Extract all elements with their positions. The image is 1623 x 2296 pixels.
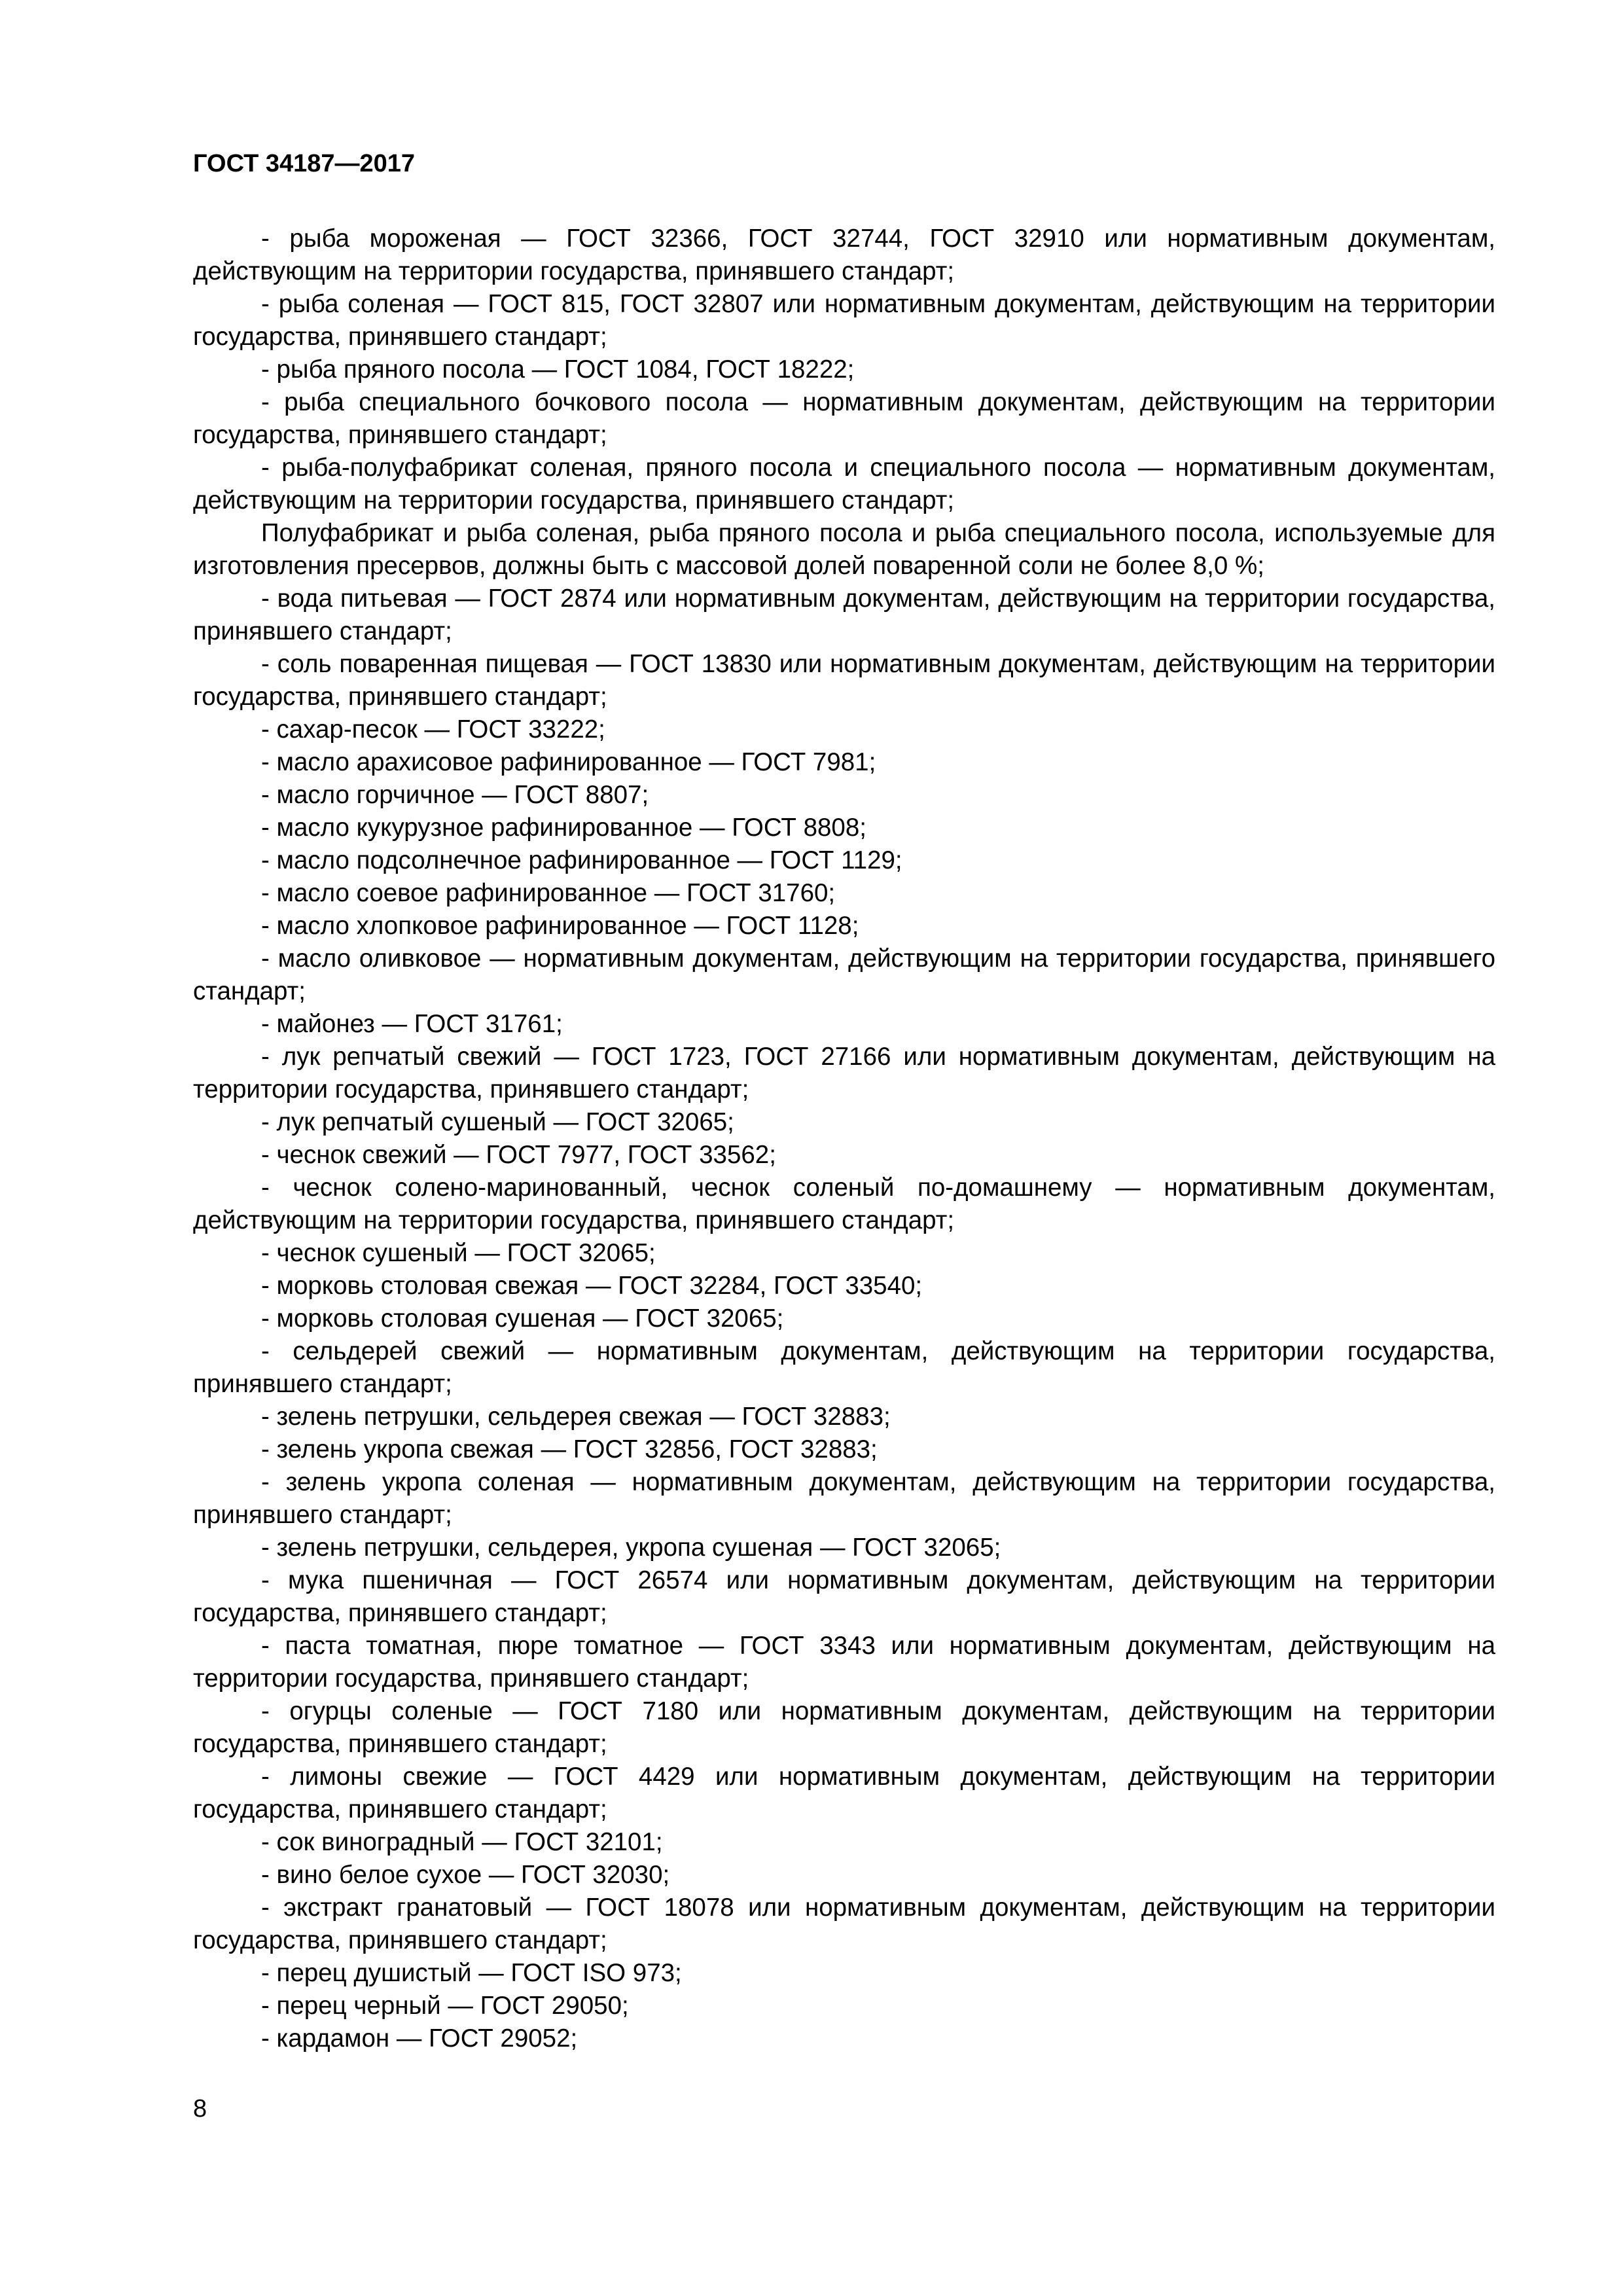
list-item: - лимоны свежие — ГОСТ 4429 или нормативным документам, действующим на территории государства, принявшего стандарт; (193, 1763, 1495, 1823)
list-item: - огурцы соленые — ГОСТ 7180 или нормативным документам, действующим на территории государства, принявшего стандарт; (193, 1697, 1495, 1758)
list-item: - зелень укропа соленая — нормативным документам, действующим на территории государства, принявшего стандарт; (193, 1468, 1495, 1529)
list-item: - сок виноградный — ГОСТ 32101; (261, 1828, 663, 1856)
list-item: - масло соевое рафинированное — ГОСТ 31760; (261, 879, 836, 907)
list-item: - лук репчатый свежий — ГОСТ 1723, ГОСТ 27166 или нормативным документам, действующим на территории государства, принявшего стандарт; (193, 1043, 1495, 1103)
list-item: - сахар-песок — ГОСТ 33222; (261, 715, 605, 744)
list-item: - масло оливковое — нормативным документам, действующим на территории государства, принявшего стандарт; (193, 944, 1495, 1005)
list-item: - рыба мороженая — ГОСТ 32366, ГОСТ 32744, ГОСТ 32910 или нормативным документам, действующим на территории государства, принявшего стандарт; (193, 224, 1495, 285)
list-item: - кардамон — ГОСТ 29052; (261, 2024, 578, 2053)
list-item: - масло арахисовое рафинированное — ГОСТ 7981; (261, 748, 876, 776)
list-item: - чеснок свежий — ГОСТ 7977, ГОСТ 33562; (261, 1141, 776, 1169)
list-item: - рыба соленая — ГОСТ 815, ГОСТ 32807 или нормативным документам, действующим на территории государства, принявшего стандарт; (193, 290, 1495, 351)
list-item: - паста томатная, пюре томатное — ГОСТ 3343 или нормативным документам, действующим на территории государства, принявшего стандарт; (193, 1632, 1495, 1693)
list-item: - экстракт гранатовый — ГОСТ 18078 или нормативным документам, действующим на территории государства, принявшего стандарт; (193, 1893, 1495, 1954)
list-item: - вино белое сухое — ГОСТ 32030; (261, 1861, 670, 1889)
list-item: - рыба-полуфабрикат соленая, пряного посола и специального посола — нормативным документам, действующим на территории государства, принявшего стандарт; (193, 454, 1495, 514)
list-item: - зелень петрушки, сельдерея свежая — ГОСТ 32883; (261, 1403, 891, 1431)
list-item: - зелень петрушки, сельдерея, укропа сушеная — ГОСТ 32065; (261, 1534, 1001, 1562)
list-item: - сельдерей свежий — нормативным документам, действующим на территории государства, принявшего стандарт; (193, 1337, 1495, 1398)
list-item: - морковь столовая свежая — ГОСТ 32284, ГОСТ 33540; (261, 1272, 923, 1300)
list-item: - рыба специального бочкового посола — нормативным документам, действующим на территории государства, принявшего стандарт; (193, 388, 1495, 449)
list-item: - чеснок сушеный — ГОСТ 32065; (261, 1239, 656, 1267)
list-item: - вода питьевая — ГОСТ 2874 или нормативным документам, действующим на территории государства, принявшего стандарт; (193, 584, 1495, 645)
list-item: - чеснок солено-маринованный, чеснок соленый по-домашнему — нормативным документам, действующим на территории государства, принявшего стандарт; (193, 1174, 1495, 1234)
body-paragraph: Полуфабрикат и рыба соленая, рыба пряного посола и рыба специального посола, используемые для изготовления пресервов, должны быть с массовой долей поваренной соли не более 8,0 %; (193, 519, 1495, 580)
list-item: - майонез — ГОСТ 31761; (261, 1010, 563, 1038)
list-item: - масло подсолнечное рафинированное — ГОСТ 1129; (261, 846, 902, 874)
document-body (193, 223, 1495, 2055)
list-item: - перец черный — ГОСТ 29050; (261, 1992, 629, 2020)
list-item: - лук репчатый сушеный — ГОСТ 32065; (261, 1108, 734, 1136)
page-header: ГОСТ 34187—2017 (193, 150, 416, 177)
list-item: - рыба пряного посола — ГОСТ 1084, ГОСТ 18222; (261, 355, 855, 384)
list-item: - зелень укропа свежая — ГОСТ 32856, ГОСТ 32883; (261, 1435, 878, 1463)
list-item: - перец душистый — ГОСТ ISO 973; (261, 1959, 682, 1987)
list-item: - соль поваренная пищевая — ГОСТ 13830 или нормативным документам, действующим на территории государства, принявшего стандарт; (193, 650, 1495, 711)
list-item: - масло горчичное — ГОСТ 8807; (261, 781, 649, 809)
list-item: - масло кукурузное рафинированное — ГОСТ 8808; (261, 814, 866, 842)
page-number: 8 (193, 2095, 207, 2123)
list-item: - масло хлопковое рафинированное — ГОСТ 1128; (261, 912, 859, 940)
list-item: - морковь столовая сушеная — ГОСТ 32065; (261, 1304, 784, 1333)
list-item: - мука пшеничная — ГОСТ 26574 или нормативным документам, действующим на территории государства, принявшего стандарт; (193, 1566, 1495, 1627)
